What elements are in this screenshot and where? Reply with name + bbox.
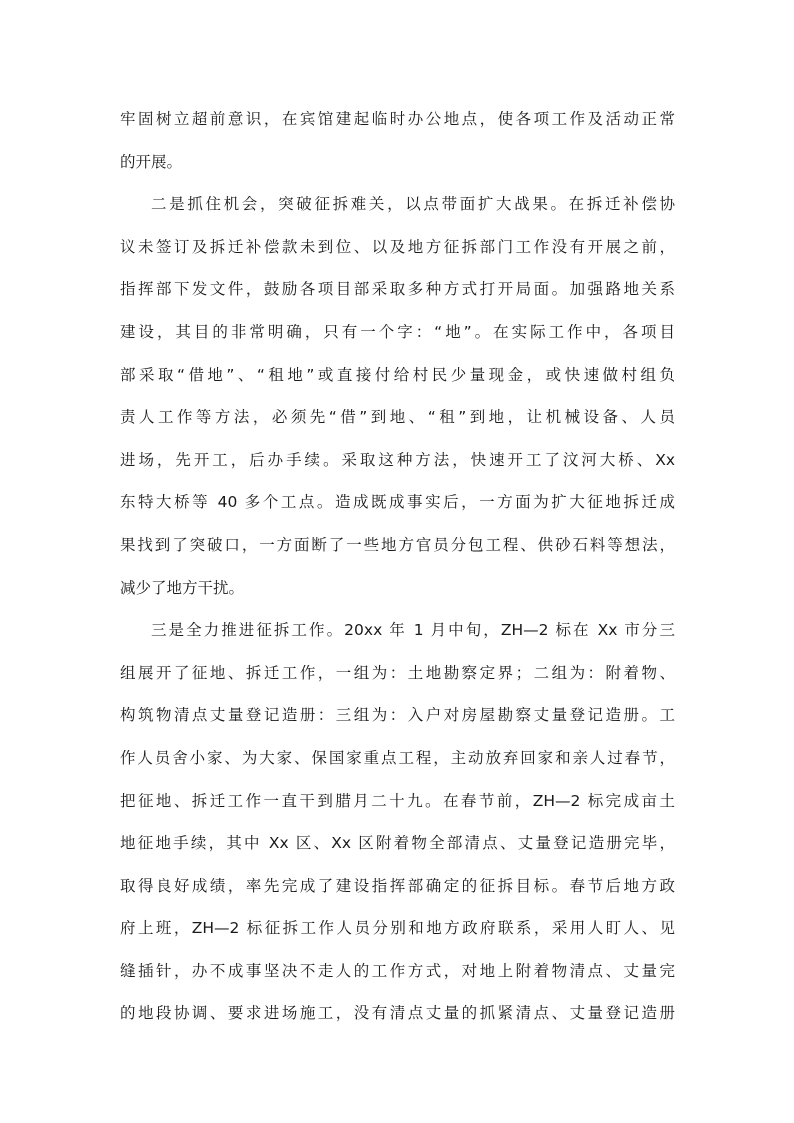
text-line: 责人工作等方法，必须先“借”到地、“租”到地，让机械设备、人员 <box>120 408 675 427</box>
text-line: 地征地手续，其中 Xx 区、Xx 区附着物全部清点、丈量登记造册完毕， <box>120 834 675 853</box>
text-line: 二是抓住机会，突破征拆难关，以点带面扩大战果。在拆迁补偿协 <box>151 195 675 214</box>
paragraph-3 <box>120 609 675 1035</box>
text-line: 建设，其目的非常明确，只有一个字：“地”。在实际工作中，各项目 <box>120 322 675 341</box>
text-line: 三是全力推进征拆工作。20xx 年 1 月中旬，ZH—2 标在 Xx 市分三 <box>151 621 675 640</box>
text-line: 东特大桥等 40 多个工点。造成既成事实后，一方面为扩大征地拆迁成 <box>120 493 675 512</box>
text-line: 缝插针，办不成事坚决不走人的工作方式，对地上附着物清点、丈量完 <box>120 961 675 980</box>
text-line: 指挥部下发文件，鼓励各项目部采取多种方式打开局面。加强路地关系 <box>120 280 675 299</box>
paragraph-2 <box>120 183 675 609</box>
text-line: 的开展。 <box>120 152 183 171</box>
text-line: 的地段协调、要求进场施工，没有清点丈量的抓紧清点、丈量登记造册 <box>120 1004 675 1023</box>
text-line: 牢固树立超前意识，在宾馆建起临时办公地点，使各项工作及活动正常 <box>120 110 675 128</box>
text-line: 减少了地方干扰。 <box>120 578 245 597</box>
text-line: 作人员舍小家、为大家、保国家重点工程，主动放弃回家和亲人过春节， <box>120 748 675 767</box>
text-line: 构筑物清点丈量登记造册：三组为：入户对房屋勘察丈量登记造册。工 <box>120 706 675 725</box>
text-line: 取得良好成绩，率先完成了建设指挥部确定的征拆目标。春节后地方政 <box>120 876 675 895</box>
document-body <box>120 98 675 1035</box>
text-line: 议未签订及拆迁补偿款未到位、以及地方征拆部门工作没有开展之前， <box>120 237 675 256</box>
text-line: 部采取“借地”、“租地”或直接付给村民少量现金，或快速做村组负 <box>120 365 675 384</box>
text-line: 果找到了突破口，一方面断了一些地方官员分包工程、供砂石料等想法， <box>120 535 675 554</box>
text-line: 组展开了征地、拆迁工作，一组为：土地勘察定界；二组为：附着物、 <box>120 663 675 682</box>
text-line: 进场，先开工，后办手续。采取这种方法，快速开工了汶河大桥、Xx <box>120 450 675 469</box>
paragraph-1 <box>120 98 675 183</box>
text-line: 把征地、拆迁工作一直干到腊月二十九。在春节前，ZH—2 标完成亩土 <box>120 791 675 810</box>
text-line: 府上班，ZH—2 标征拆工作人员分别和地方政府联系，采用人盯人、见 <box>120 919 675 938</box>
